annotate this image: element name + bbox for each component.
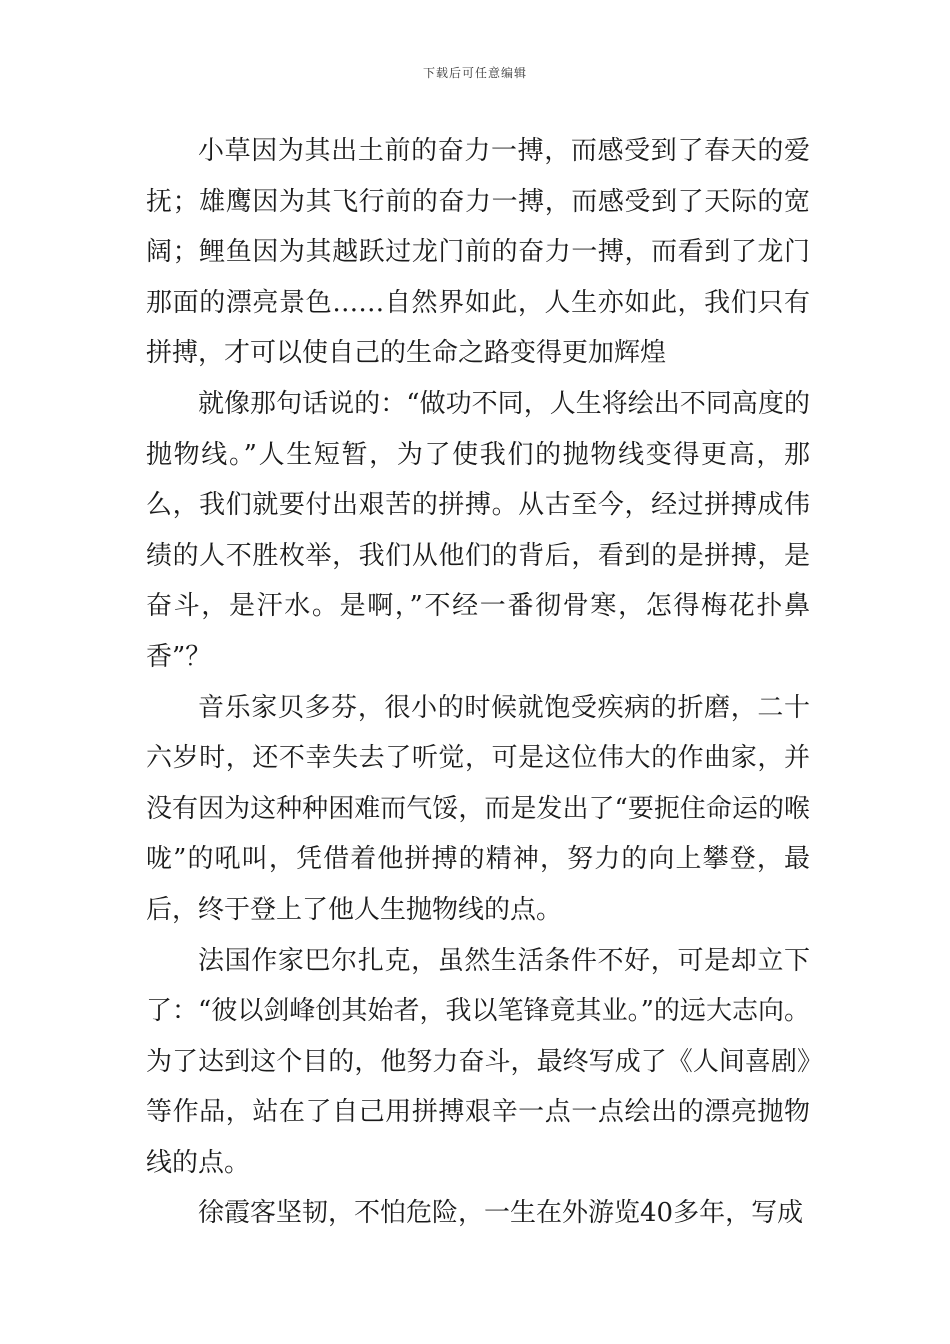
paragraph-3: 音乐家贝多芬，很小的时候就饱受疾病的折磨，二十六岁时，还不幸失去了听觉，可是这位伟大的作曲家，并没有因为这种种困难而气馁，而是发出了“要扼住命运的喉咙”的吼叫，凭借着他拼搏的精神，努力的向上攀登，最后，终于登上了他人生抛物线的点。 [146,692,810,925]
paragraph-1: 小草因为其出土前的奋力一搏，而感受到了春天的爱抚；雄鹰因为其飞行前的奋力一搏，而感受到了天际的宽阔；鲤鱼因为其越跃过龙门前的奋力一搏，而看到了龙门那面的漂亮景色……自然界如此，人生亦如此，我们只有拼搏，才可以使自己的生命之路变得更加辉煌 [146,136,810,369]
document-body [146,126,810,1239]
paragraph-2: 就像那句话说的：“做功不同，人生将绘出不同高度的抛物线。”人生短暂，为了使我们的抛物线变得更高，那么，我们就要付出艰苦的拼搏。从古至今，经过拼搏成伟绩的人不胜枚举，我们从他们的背后，看到的是拼搏，是奋斗，是汗水。是啊，”不经一番彻骨寒，怎得梅花扑鼻香”？ [146,388,810,672]
page-header: 下载后可任意编辑 [422,66,527,80]
paragraph-5: 徐霞客坚韧，不怕危险，一生在外游览40多年，写成 [198,1198,804,1229]
paragraph-4: 法国作家巴尔扎克，虽然生活条件不好，可是却立下了：“彼以剑峰创其始者，我以笔锋竟其业。”的远大志向。为了达到这个目的，他努力奋斗，最终写成了《人间喜剧》等作品，站在了自己用拼搏艰辛一点一点绘出的漂亮抛物线的点。 [146,945,810,1178]
